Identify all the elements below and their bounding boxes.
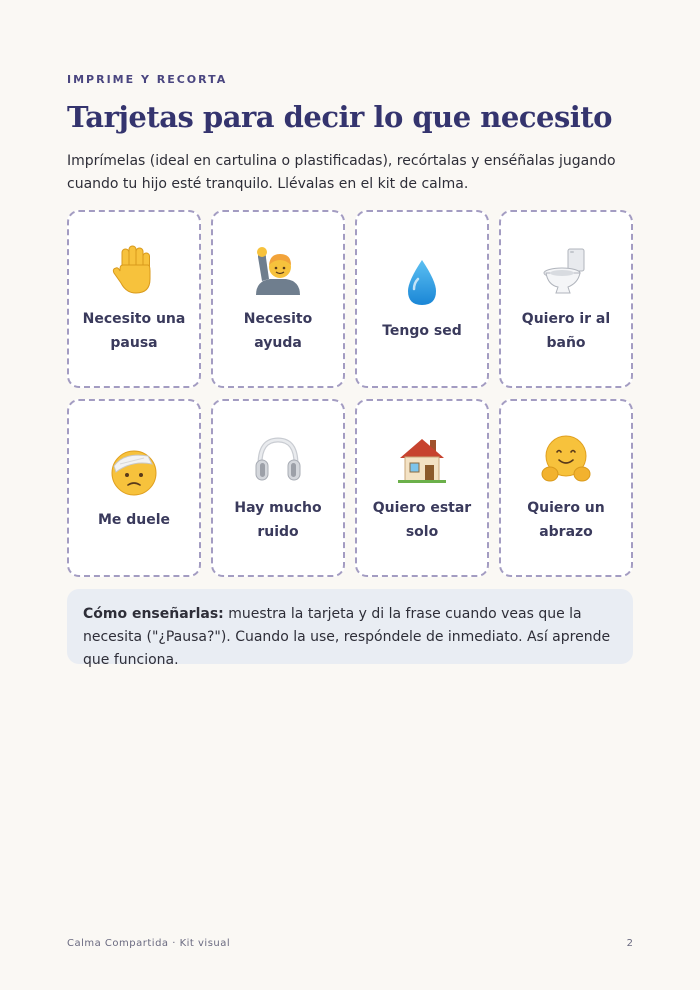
card-label: Quiero ir al baño — [521, 311, 611, 351]
card-ayuda — [211, 210, 345, 388]
card-bano — [499, 210, 633, 388]
card-abrazo — [499, 399, 633, 577]
cards-grid — [67, 210, 633, 577]
tip-box — [67, 589, 633, 668]
card-label: Quiero un abrazo — [527, 500, 605, 540]
card-sed — [355, 210, 489, 388]
card-label: Tengo sed — [382, 323, 462, 339]
raised-hand-icon — [106, 243, 162, 299]
page — [67, 0, 633, 990]
footer-brand: Calma Compartida · Kit visual — [67, 938, 231, 949]
card-label: Necesito ayuda — [243, 311, 313, 351]
card-label: Me duele — [97, 512, 171, 528]
hugging-face-icon — [538, 432, 594, 488]
water-drop-icon — [394, 255, 450, 311]
page-title: Tarjetas para decir lo que necesito — [67, 100, 613, 134]
intro-paragraph: Imprímelas (ideal en cartulina o plastificadas), recórtalas y enséñalas jugando cuando tu hijo esté tranquilo. Llévalas en el kit de calma. — [67, 153, 616, 192]
tip-heading: Cómo enseñarlas: — [83, 606, 224, 622]
person-raising-hand-icon — [250, 243, 306, 299]
card-pausa — [67, 210, 201, 388]
bandaged-face-icon — [106, 444, 162, 500]
card-label: Necesito una pausa — [82, 311, 186, 351]
house-icon — [394, 432, 450, 488]
card-duele — [67, 399, 201, 577]
headphones-icon — [250, 432, 306, 488]
eyebrow-label: IMPRIME Y RECORTA — [67, 73, 228, 86]
toilet-icon — [538, 243, 594, 299]
card-ruido — [211, 399, 345, 577]
card-label: Hay mucho ruido — [234, 500, 322, 540]
page-number: 2 — [626, 938, 633, 949]
tip-text: muestra la tarjeta y di la frase cuando veas que la necesita ("¿Pausa?"). Cuando la use, respóndele de inmediato. Así aprende que funciona. — [83, 606, 611, 668]
card-solo — [355, 399, 489, 577]
card-label: Quiero estar solo — [372, 500, 472, 540]
